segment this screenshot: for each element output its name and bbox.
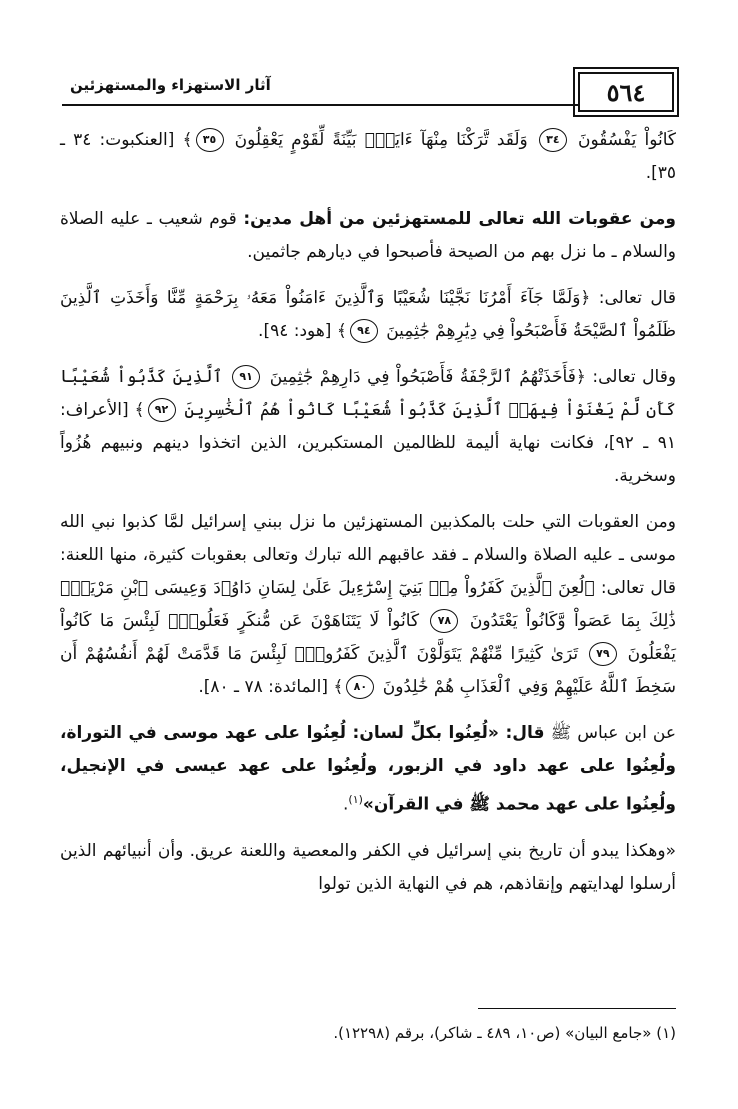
verse-marker-79: ٧٩ [589,642,617,666]
footnote-reference[interactable]: (١) [348,793,363,806]
page-number: ٥٦٤ [606,77,646,107]
lead-text: عن ابن عباس [577,723,676,743]
page-number-box [578,72,674,112]
verse-marker-35: ٣٥ [196,128,224,152]
quote-close: ﴾ [336,321,347,341]
verse-marker-91: ٩١ [232,365,260,389]
body-text: قوم شعيب ـ عليه الصلاة والسلام ـ ما نزل بهم من الصيحة فأصبحوا في ديارهم جاثمين. [60,209,676,262]
quote-close: ﴾ [333,677,344,697]
quote-open: ﴿ [580,288,591,308]
honorific-glyph: ﷺ [550,723,572,743]
paragraph-bani-israel [60,506,676,704]
footnote: (١) «جامع البيان» (ص١٠، ٤٨٩ ـ شاكر)، برقم (١٢٢٩٨). [333,1024,676,1042]
sentence-end: . [342,794,349,815]
paragraph-hud [60,282,676,348]
quran-verse: تَرَىٰ كَثِيرًا مِّنْهُمْ يَتَوَلَّوْنَ ٱلَّذِينَ كَفَرُواْۚ لَبِئْسَ مَا قَدَّمَتْ لَهُمْ أَنفُسُهُمْ أَن سَخِطَ ٱللَّهُ عَلَيْهِمْ وَفِي ٱلْعَذَابِ هُمْ خَٰلِدُونَ [60,644,676,697]
body-text: ومن العقوبات التي حلت بالمكذبين المستهزئين ما نزل ببني إسرائيل لمَّا كذبوا نبي الله موسى ـ عليه الصلاة والسلام ـ فقد عاقبهم الله تبارك وتعالى بعقوبات كثيرة، منها اللعنة: قال تعالى: [60,512,676,598]
surah-reference: [المائدة: ٧٨ ـ ٨٠]. [198,677,328,697]
page-body [60,124,676,901]
surah-reference: [العنكبوت: ٣٤ ـ ٣٥]. [60,130,676,183]
quran-verse: كَانُواْ لَا يَتَنَاهَوْنَ عَن مُّنكَرٍ فَعَلُوهُۚ لَبِئْسَ مَا كَانُواْ يَفْعَلُونَ [60,611,677,664]
paragraph-madyan [60,203,676,269]
footnote-separator [478,1008,676,1009]
verse-marker-78: ٧٨ [430,609,458,633]
quran-verse: وَلَمَّا جَآءَ أَمْرُنَا نَجَّيْنَا شُعَيْبًا وَٱلَّذِينَ ءَامَنُواْ مَعَهُۥ بِرَحْمَةٍ مِّنَّا وَأَخَذَتِ ٱلَّذِينَ ظَلَمُواْ ٱلصَّيْحَةُ فَأَصْبَحُواْ فِي دِيَٰرِهِمْ جَٰثِمِينَ [60,288,676,341]
quote-close: ﴾ [134,400,145,420]
surah-reference: [هود: ٩٤]. [258,321,332,341]
quran-verse: وَلَقَد تَّرَكْنَا مِنْهَآ ءَايَةَۢ بَيِّنَةً لِّقَوْمٍ يَعْقِلُونَ [234,130,528,150]
paragraph-ibn-abbas [60,717,676,822]
lead-text: وقال تعالى: [592,367,677,387]
verse-marker-92: ٩٢ [148,398,176,422]
hadith-quote: قال: «لُعِنُوا بكلِّ لسان: لُعِنُوا على عهد موسى في التوراة، ولُعِنُوا على عهد داود في الزبور، ولُعِنُوا على عهد عيسى في الإنجيل، ولُعِنُوا على عهد محمد ﷺ في القرآن» [60,723,676,815]
quran-verse: فَأَخَذَتْهُمُ ٱلرَّجْفَةُ فَأَصْبَحُواْ فِي دَارِهِمْ جَٰثِمِينَ [269,367,576,387]
quote-close: ﴾ [182,130,193,150]
verse-marker-94: ٩٤ [350,319,378,343]
verse-marker-34: ٣٤ [539,128,567,152]
lead-text: قال تعالى: [598,288,676,308]
paragraph-araf [60,361,676,493]
page-header [62,64,674,118]
quote-open: ﴿ [584,578,595,598]
quote-open: ﴿ [575,367,586,387]
bold-heading: ومن عقوبات الله تعالى للمستهزئين من أهل مدين: [243,209,676,229]
body-text: [الأعراف: ٩١ ـ ٩٢]، فكانت نهاية أليمة للظالمين المستكبرين، الذين اتخذوا دينهم ونبيهم هُزُواً وسخرية. [60,400,676,486]
body-text: «وهكذا يبدو أن تاريخ بني إسرائيل في الكفر والمعصية واللعنة عريق. وأن أنبيائهم الذين أرسلوا لهدايتهم وإنقاذهم، هم في النهاية الذين تولوا [60,840,676,894]
quran-verse: ٱلَّذِينَ كَذَّبُواْ شُعَيْبًا كَأَن لَّمْ يَغْنَوْاْ فِيهَاۚ ٱلَّذِينَ كَذَّبُواْ شُعَيْبًا كَانُواْ هُمُ ٱلْخَٰسِرِينَ [60,367,676,420]
verse-marker-80: ٨٠ [346,675,374,699]
paragraph-history [60,835,676,901]
running-title: آثار الاستهزاء والمستهزئين [70,76,271,94]
quran-verse: لُعِنَ ٱلَّذِينَ كَفَرُواْ مِنۢ بَنِيٓ إِسْرَٰٓءِيلَ عَلَىٰ لِسَانِ دَاوُۥدَ وَعِيسَى ٱبْنِ مَرْيَمَۚ ذَٰلِكَ بِمَا عَصَواْ وَّكَانُواْ يَعْتَدُونَ [60,578,676,631]
quran-verse: كَانُواْ يَفْسُقُونَ [577,130,676,150]
paragraph-ankabut [60,124,676,190]
